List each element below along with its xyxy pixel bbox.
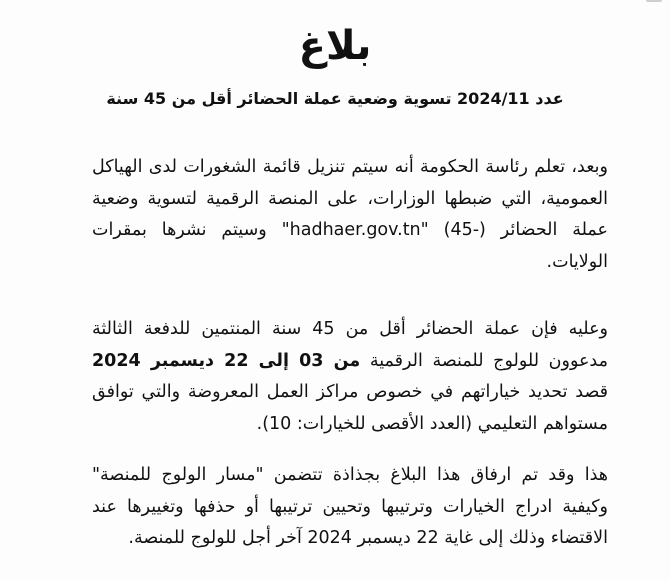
scan-edge-mark (646, 0, 662, 2)
paragraph-1-text-start: وبعد، تعلم رئاسة الحكومة أنه سيتم تنزيل قائمة الشغورات لدى الهياكل العمومية، التي ضبطها الوزارات، على المنصة الرقمية لتسوية وضعية عملة الحضائر (-45) (92, 157, 608, 240)
paragraph-1 (92, 152, 608, 278)
paragraph-3: هذا وقد تم ارفاق هذا البلاغ بجذاذة تتضمن "مسار الولوج للمنصة" وكيفية ادراج الخيارات وترتيبها وتحيين ترتيبها أو حذفها وتغييرها عند الاقتضاء وذلك إلى غاية 22 ديسمبر 2024 آخر أجل للولوج للمنصة. (92, 465, 608, 548)
platform-url: "hadhaer.gov.tn" (281, 220, 429, 240)
paragraph-2 (92, 314, 608, 440)
document-subtitle: عدد 2024/11 تسوية وضعية عملة الحضائر أقل من 45 سنة (106, 89, 564, 108)
paragraph-1-text-end: وسيتم نشرها بمقرات الولايات. (92, 220, 608, 272)
paragraph-2-text-start: وعليه فإن عملة الحضائر أقل من 45 سنة المنتمين للدفعة الثالثة مدعوون للولوج للمنصة الرقمية (92, 319, 608, 371)
access-dates: من 03 إلى 22 ديسمبر 2024 (92, 350, 361, 371)
paragraph-2-text-end: قصد تحديد خياراتهم في خصوص مراكز العمل المعروضة والتي توافق مستواهم التعليمي (العدد الأقصى للخيارات: 10). (92, 382, 608, 434)
page-title: بلاغ (298, 23, 372, 69)
